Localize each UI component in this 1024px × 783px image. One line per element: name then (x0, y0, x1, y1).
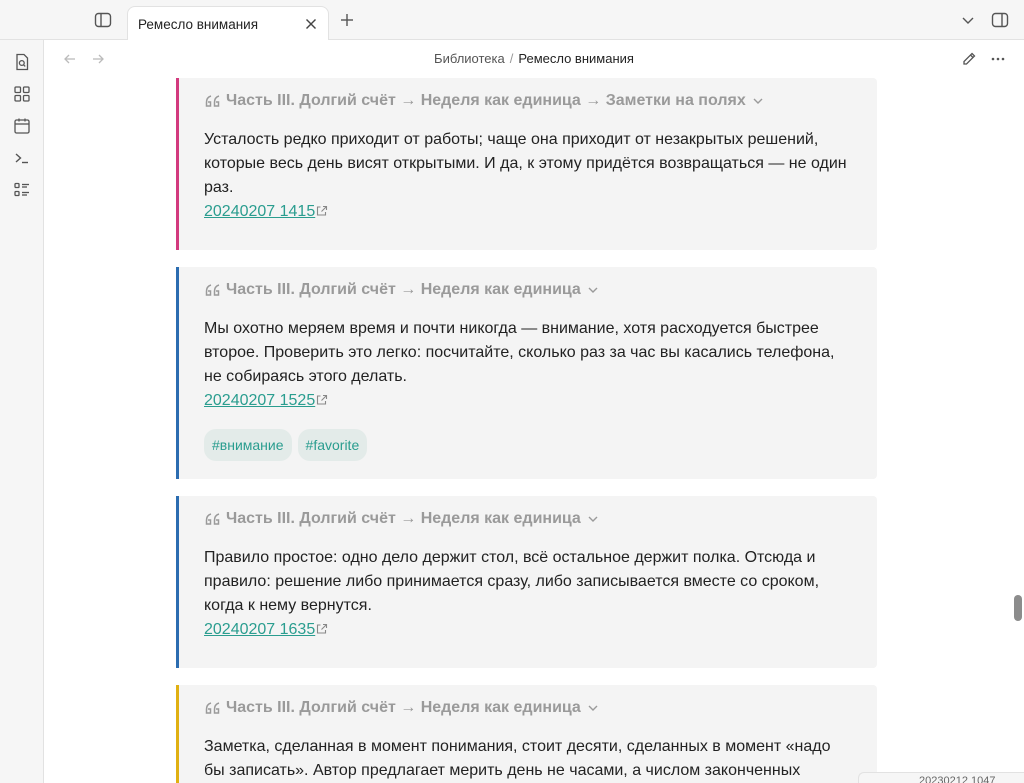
source-link[interactable]: 20240207 1525 (204, 392, 316, 409)
breadcrumb-current[interactable]: Ремесло внимания (518, 51, 634, 66)
tab-bar (0, 0, 1024, 40)
source-link[interactable]: 20240207 1415 (204, 203, 316, 220)
callout-quote (176, 78, 877, 250)
terminal-icon (13, 149, 31, 167)
checklist-button[interactable] (10, 178, 34, 202)
callout-header[interactable] (204, 281, 859, 299)
edit-mode-button[interactable] (958, 48, 980, 70)
chevron-down-icon (587, 283, 601, 297)
quote-icon (204, 511, 222, 527)
callout-title: Часть III. Долгий счёт → Неделя как единица (226, 699, 581, 716)
callout-text-line: Мы охотно меряем время и почти никогда — внимание, хотя расходуется быстрее (204, 320, 819, 337)
terminal-button[interactable] (10, 146, 34, 170)
tag[interactable]: #внимание (204, 429, 292, 461)
callout-title: Часть III. Долгий счёт → Неделя как единица (226, 281, 581, 298)
more-options-button[interactable] (987, 48, 1009, 70)
callout-text-line: раз. (204, 179, 234, 196)
toggle-left-sidebar-button[interactable] (91, 8, 115, 32)
pencil-icon (961, 51, 977, 67)
callout-text-line: Заметка, сделанная в момент понимания, стоит десяти, сделанных в момент «надо (204, 738, 831, 755)
callout-body (204, 128, 859, 224)
chevron-down-icon (587, 512, 601, 526)
callout-title: Часть III. Долгий счёт → Неделя как единица (226, 510, 581, 527)
tab-active[interactable] (127, 6, 329, 41)
search-file-button[interactable] (10, 50, 34, 74)
external-link-icon (316, 394, 328, 406)
callout-quote (176, 685, 877, 783)
tab-close-button[interactable] (300, 13, 322, 35)
breadcrumb-parent[interactable]: Библиотека (434, 51, 505, 66)
callout-quote (176, 267, 877, 479)
callout-text-line: Правило простое: одно дело держит стол, всё остальное держит полка. Отсюда и (204, 549, 816, 566)
external-link-icon (316, 623, 328, 635)
callout-header[interactable] (204, 510, 859, 528)
chevron-down-icon (961, 13, 975, 27)
callout-text-line: второе. Проверить это легко: посчитайте, сколько раз за час вы касались телефона, (204, 344, 835, 361)
callout-text-line: не собираясь этого делать. (204, 368, 407, 385)
plus-icon (340, 13, 354, 27)
quote-icon (204, 93, 222, 109)
chevron-down-icon (587, 701, 601, 715)
breadcrumb (44, 51, 1024, 66)
callout-header[interactable] (204, 699, 859, 717)
callout-text-line: которые весь день висят открытыми. И да, к этому придётся возвращаться — не один (204, 155, 847, 172)
more-horizontal-icon (990, 51, 1006, 67)
calendar-button[interactable] (10, 114, 34, 138)
tab-title: Ремесло внимания (138, 16, 259, 32)
calendar-icon (13, 117, 31, 135)
left-ribbon (0, 40, 44, 783)
status-bar (858, 772, 1024, 783)
callout-body (204, 317, 859, 461)
quote-icon (204, 282, 222, 298)
callout-text-line: правило: решение либо принимается сразу, либо записывается вместе со сроком, (204, 573, 820, 590)
sidebar-left-icon (94, 11, 112, 29)
external-link-icon (316, 205, 328, 217)
callout-title: Часть III. Долгий счёт → Неделя как единица → Заметки на полях (226, 92, 746, 109)
scrollbar-thumb[interactable] (1014, 595, 1022, 621)
view-header (44, 40, 1024, 78)
grid-icon (13, 85, 31, 103)
status-text: 20230212 1047 (919, 775, 996, 783)
callout-body (204, 735, 859, 783)
tag-list (204, 429, 859, 461)
close-icon (305, 18, 317, 30)
callout-body (204, 546, 859, 642)
callout-quote (176, 496, 877, 668)
note-content[interactable] (44, 78, 1024, 783)
list-checks-icon (13, 181, 31, 199)
callout-header[interactable] (204, 92, 859, 110)
callout-text-line: когда к нему вернутся. (204, 597, 372, 614)
tag[interactable]: #favorite (298, 429, 368, 461)
callout-text-line: Усталость редко приходит от работы; чаще она приходит от незакрытых решений, (204, 131, 819, 148)
breadcrumb-separator: / (509, 51, 514, 66)
callout-text-line: бы записать». Автор предлагает мерить день не часами, а числом законченных (204, 762, 801, 779)
toggle-right-sidebar-button[interactable] (988, 8, 1012, 32)
file-search-icon (13, 53, 31, 71)
new-tab-button[interactable] (335, 8, 359, 32)
quote-icon (204, 700, 222, 716)
source-link[interactable]: 20240207 1635 (204, 621, 316, 638)
chevron-down-icon (752, 94, 766, 108)
dashboard-button[interactable] (10, 82, 34, 106)
sidebar-right-icon (991, 11, 1009, 29)
tab-list-dropdown-button[interactable] (956, 8, 980, 32)
